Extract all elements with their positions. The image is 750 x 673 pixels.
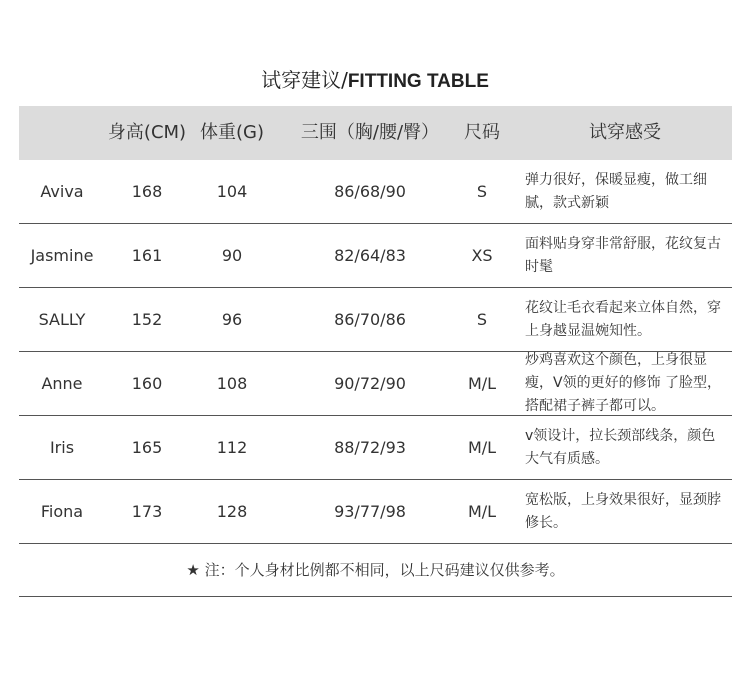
fitting-table	[19, 106, 732, 544]
cell-size: M/L	[467, 438, 497, 457]
cell-height: 152	[131, 310, 163, 329]
cell-height: 161	[131, 246, 163, 265]
cell-name: Aviva	[40, 182, 84, 201]
cell-height: 173	[131, 502, 163, 521]
cell-feel	[525, 352, 725, 415]
header-feel: 试穿感受	[589, 122, 661, 143]
cell-measurements: 88/72/93	[334, 438, 406, 457]
header-measurements: 三围（胸/腰/臀）	[300, 122, 440, 143]
cell-feel	[525, 160, 725, 223]
title-cn: 试穿建议/	[261, 68, 348, 92]
footer-note: ★ 注：个人身材比例都不相同，以上尺码建议仅供参考。	[19, 544, 732, 597]
cell-measurements: 86/70/86	[334, 310, 406, 329]
feel-text: 弹力很好，保暖显瘦，做工细腻，款式新颖	[525, 171, 707, 211]
page-title	[0, 64, 750, 98]
table-row	[19, 224, 732, 288]
cell-measurements: 86/68/90	[334, 182, 406, 201]
cell-weight: 112	[216, 438, 248, 457]
cell-weight: 104	[216, 182, 248, 201]
feel-text: 炒鸡喜欢这个颜色，上身很显瘦，V领的更好的修饰 了脸型，搭配裙子裤子都可以。	[525, 352, 722, 414]
cell-size: M/L	[467, 502, 497, 521]
cell-feel	[525, 288, 725, 351]
feel-text: 花纹让毛衣看起来立体自然，穿上身越显温婉知性。	[525, 299, 721, 339]
cell-feel	[525, 224, 725, 287]
feel-text: 宽松版，上身效果很好，显颈脖修长。	[525, 491, 721, 531]
table-header	[19, 106, 732, 160]
cell-name: SALLY	[38, 310, 86, 329]
cell-size: M/L	[467, 374, 497, 393]
table-row	[19, 160, 732, 224]
header-size: 尺码	[464, 122, 500, 143]
header-weight: 体重(G)	[200, 122, 264, 143]
cell-height: 160	[131, 374, 163, 393]
cell-size: S	[476, 310, 488, 329]
cell-measurements: 93/77/98	[334, 502, 406, 521]
cell-weight: 90	[221, 246, 243, 265]
cell-name: Anne	[41, 374, 83, 393]
cell-height: 168	[131, 182, 163, 201]
table-row	[19, 416, 732, 480]
table-row	[19, 352, 732, 416]
cell-name: Jasmine	[30, 246, 94, 265]
feel-text: v领设计，拉长颈部线条，颜色大气有质感。	[525, 427, 716, 467]
cell-measurements: 90/72/90	[334, 374, 406, 393]
cell-height: 165	[131, 438, 163, 457]
cell-size: XS	[471, 246, 493, 265]
cell-feel	[525, 480, 725, 543]
cell-weight: 96	[221, 310, 243, 329]
cell-size: S	[476, 182, 488, 201]
cell-name: Fiona	[40, 502, 84, 521]
title-en: FITTING TABLE	[347, 71, 489, 92]
feel-text: 面料贴身穿非常舒服，花纹复古时髦	[525, 235, 721, 275]
cell-name: Iris	[49, 438, 75, 457]
cell-weight: 128	[216, 502, 248, 521]
table-row	[19, 288, 732, 352]
table-row	[19, 480, 732, 544]
header-height: 身高(CM)	[107, 122, 187, 143]
cell-measurements: 82/64/83	[334, 246, 406, 265]
cell-weight: 108	[216, 374, 248, 393]
cell-feel	[525, 416, 725, 479]
